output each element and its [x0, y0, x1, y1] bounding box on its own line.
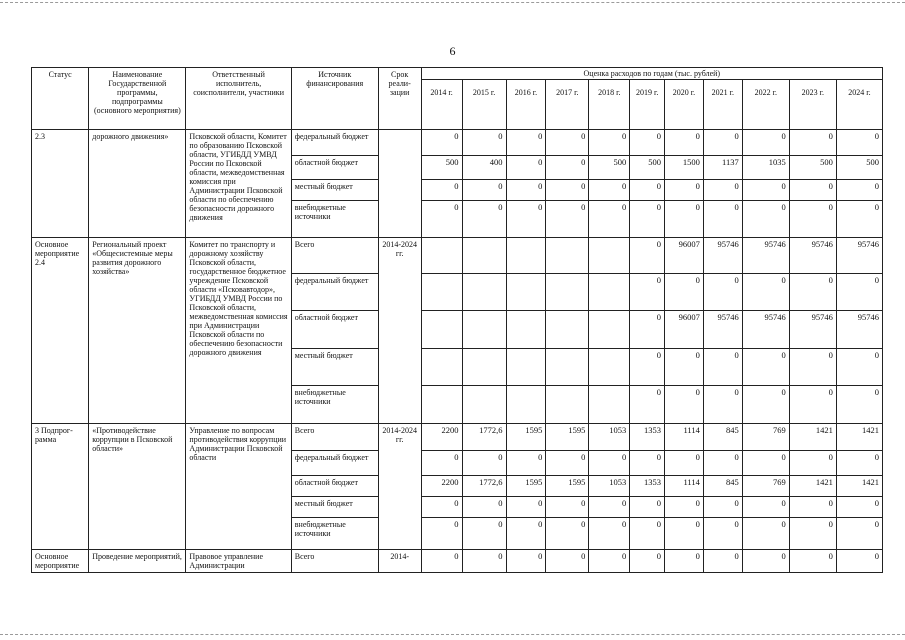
value-cell: 1421 — [789, 476, 836, 497]
value-cell: 0 — [742, 386, 789, 424]
value-cell: 0 — [703, 274, 742, 311]
header-year: 2020 г. — [665, 80, 704, 130]
value-cell: 0 — [789, 386, 836, 424]
value-cell: 0 — [836, 451, 882, 476]
value-cell: 0 — [789, 497, 836, 518]
status-cell: Основное мероприятие 2.4 — [32, 238, 89, 424]
status-cell: 2.3 — [32, 130, 89, 238]
value-cell — [421, 274, 462, 311]
value-cell: 0 — [836, 497, 882, 518]
table-body — [32, 130, 883, 573]
value-cell: 0 — [546, 451, 589, 476]
value-cell: 0 — [703, 518, 742, 550]
executor-cell: Псковской области, Комитет по образованию Псковской области, УГИБДД УМВД России по Псковской области, межведомственная комиссия при Администрации Псковской области по обеспечению безопасности дорожного движения — [186, 130, 291, 238]
header-year: 2014 г. — [421, 80, 462, 130]
table-header — [32, 68, 883, 130]
value-cell: 0 — [506, 180, 546, 201]
source-cell: местный бюджет — [291, 180, 378, 201]
value-cell: 0 — [789, 130, 836, 156]
source-cell: внебюджетные источники — [291, 386, 378, 424]
value-cell: 0 — [462, 130, 506, 156]
page-number: 6 — [449, 44, 456, 58]
value-cell: 845 — [703, 424, 742, 451]
source-cell: Всего — [291, 424, 378, 451]
budget-table — [31, 67, 883, 573]
value-cell: 95746 — [789, 311, 836, 349]
value-cell: 0 — [742, 180, 789, 201]
value-cell: 0 — [665, 349, 704, 386]
value-cell: 0 — [506, 518, 546, 550]
value-cell: 1137 — [703, 156, 742, 180]
status-cell: Основное мероприятие — [32, 550, 89, 573]
header-year: 2019 г. — [630, 80, 665, 130]
value-cell — [546, 311, 589, 349]
value-cell: 0 — [630, 130, 665, 156]
value-cell: 0 — [546, 180, 589, 201]
value-cell: 0 — [836, 274, 882, 311]
header-year: 2023 г. — [789, 80, 836, 130]
value-cell: 0 — [789, 550, 836, 573]
value-cell — [589, 349, 630, 386]
value-cell: 0 — [703, 201, 742, 238]
header-year: 2024 г. — [836, 80, 882, 130]
value-cell: 500 — [589, 156, 630, 180]
value-cell: 0 — [630, 201, 665, 238]
value-cell: 1421 — [836, 476, 882, 497]
value-cell: 1595 — [546, 424, 589, 451]
value-cell: 0 — [789, 349, 836, 386]
value-cell: 0 — [789, 180, 836, 201]
value-cell: 0 — [546, 497, 589, 518]
value-cell: 0 — [589, 180, 630, 201]
term-cell — [378, 130, 421, 238]
value-cell: 400 — [462, 156, 506, 180]
value-cell — [421, 386, 462, 424]
name-cell: Проведение мероприятий, — [89, 550, 186, 573]
value-cell — [546, 349, 589, 386]
value-cell — [506, 386, 546, 424]
value-cell — [462, 349, 506, 386]
value-cell: 1772,6 — [462, 424, 506, 451]
table-row — [32, 550, 883, 573]
value-cell — [546, 274, 589, 311]
value-cell: 0 — [462, 180, 506, 201]
value-cell: 1353 — [630, 476, 665, 497]
value-cell: 0 — [462, 497, 506, 518]
value-cell: 0 — [630, 349, 665, 386]
status-cell: 3 Подпрог-рамма — [32, 424, 89, 550]
value-cell: 95746 — [836, 311, 882, 349]
value-cell: 0 — [703, 130, 742, 156]
value-cell — [589, 311, 630, 349]
value-cell: 0 — [665, 518, 704, 550]
value-cell: 0 — [630, 311, 665, 349]
value-cell: 1114 — [665, 476, 704, 497]
source-cell: внебюджетные источники — [291, 518, 378, 550]
value-cell: 0 — [742, 497, 789, 518]
source-cell: Всего — [291, 550, 378, 573]
value-cell: 0 — [421, 201, 462, 238]
value-cell: 1053 — [589, 476, 630, 497]
value-cell: 0 — [742, 201, 789, 238]
value-cell: 0 — [630, 497, 665, 518]
value-cell: 0 — [836, 550, 882, 573]
value-cell: 1772,6 — [462, 476, 506, 497]
value-cell: 0 — [665, 130, 704, 156]
value-cell — [546, 238, 589, 274]
value-cell: 0 — [462, 518, 506, 550]
value-cell: 1035 — [742, 156, 789, 180]
value-cell: 1353 — [630, 424, 665, 451]
value-cell: 0 — [742, 550, 789, 573]
value-cell: 0 — [506, 497, 546, 518]
value-cell: 0 — [742, 130, 789, 156]
value-cell: 0 — [589, 518, 630, 550]
source-cell: областной бюджет — [291, 156, 378, 180]
value-cell — [421, 311, 462, 349]
value-cell: 2200 — [421, 424, 462, 451]
value-cell: 0 — [421, 180, 462, 201]
header-year: 2017 г. — [546, 80, 589, 130]
value-cell: 0 — [589, 201, 630, 238]
source-cell: местный бюджет — [291, 497, 378, 518]
value-cell: 95746 — [789, 238, 836, 274]
value-cell: 0 — [546, 201, 589, 238]
value-cell: 0 — [589, 550, 630, 573]
value-cell: 0 — [789, 518, 836, 550]
header-status: Статус — [32, 68, 89, 130]
header-year: 2022 г. — [742, 80, 789, 130]
value-cell: 1421 — [789, 424, 836, 451]
source-cell: местный бюджет — [291, 349, 378, 386]
value-cell: 0 — [703, 180, 742, 201]
scan-edge-top — [0, 2, 905, 4]
term-cell: 2014- — [378, 550, 421, 573]
value-cell: 0 — [665, 451, 704, 476]
value-cell: 95746 — [742, 238, 789, 274]
source-cell: федеральный бюджет — [291, 274, 378, 311]
value-cell: 0 — [506, 201, 546, 238]
term-cell: 2014-2024 гг. — [378, 424, 421, 550]
value-cell: 95746 — [703, 238, 742, 274]
value-cell: 0 — [665, 497, 704, 518]
value-cell: 0 — [742, 349, 789, 386]
executor-cell: Правовое управление Администрации — [186, 550, 291, 573]
value-cell: 95746 — [742, 311, 789, 349]
value-cell: 500 — [836, 156, 882, 180]
source-cell: Всего — [291, 238, 378, 274]
value-cell: 0 — [742, 518, 789, 550]
name-cell: «Противодействие коррупции в Псковской области» — [89, 424, 186, 550]
source-cell: внебюджетные источники — [291, 201, 378, 238]
value-cell: 500 — [630, 156, 665, 180]
value-cell: 0 — [462, 451, 506, 476]
value-cell: 95746 — [703, 311, 742, 349]
name-cell: дорожного движения» — [89, 130, 186, 238]
value-cell: 0 — [462, 550, 506, 573]
value-cell: 0 — [630, 238, 665, 274]
header-year: 2021 г. — [703, 80, 742, 130]
value-cell: 0 — [421, 550, 462, 573]
source-cell: областной бюджет — [291, 476, 378, 497]
value-cell — [589, 386, 630, 424]
value-cell: 1500 — [665, 156, 704, 180]
value-cell: 0 — [665, 274, 704, 311]
header-source: Источник финансирования — [291, 68, 378, 130]
value-cell: 1595 — [546, 476, 589, 497]
value-cell — [462, 311, 506, 349]
value-cell: 0 — [546, 550, 589, 573]
executor-cell: Управление по вопросам противодействия коррупции Администрации Псковской области — [186, 424, 291, 550]
value-cell: 845 — [703, 476, 742, 497]
value-cell: 2200 — [421, 476, 462, 497]
value-cell: 0 — [630, 386, 665, 424]
value-cell: 0 — [836, 518, 882, 550]
value-cell: 0 — [506, 130, 546, 156]
value-cell: 1595 — [506, 424, 546, 451]
value-cell: 0 — [665, 201, 704, 238]
value-cell: 0 — [789, 201, 836, 238]
header-year: 2015 г. — [462, 80, 506, 130]
header-year: 2018 г. — [589, 80, 630, 130]
value-cell: 0 — [589, 497, 630, 518]
source-cell: федеральный бюджет — [291, 130, 378, 156]
value-cell — [462, 238, 506, 274]
header-term: Срок реали-зации — [378, 68, 421, 130]
value-cell: 0 — [421, 451, 462, 476]
value-cell — [546, 386, 589, 424]
value-cell: 0 — [703, 386, 742, 424]
value-cell: 0 — [742, 451, 789, 476]
value-cell — [462, 386, 506, 424]
value-cell: 0 — [665, 386, 704, 424]
value-cell — [589, 238, 630, 274]
value-cell: 0 — [789, 274, 836, 311]
value-cell: 769 — [742, 424, 789, 451]
value-cell: 0 — [703, 550, 742, 573]
value-cell: 0 — [506, 156, 546, 180]
value-cell: 0 — [630, 180, 665, 201]
value-cell: 0 — [589, 130, 630, 156]
value-cell: 769 — [742, 476, 789, 497]
value-cell: 0 — [836, 386, 882, 424]
value-cell: 500 — [421, 156, 462, 180]
source-cell: федеральный бюджет — [291, 451, 378, 476]
table-row — [32, 238, 883, 274]
value-cell — [506, 274, 546, 311]
value-cell: 1053 — [589, 424, 630, 451]
value-cell: 1595 — [506, 476, 546, 497]
value-cell: 0 — [665, 180, 704, 201]
value-cell: 0 — [546, 518, 589, 550]
value-cell — [506, 311, 546, 349]
executor-cell: Комитет по транспорту и дорожному хозяйству Псковской области, государственное бюджетное учреждение Псковской области «Псковавтодор», УГИБДД УМВД России по Псковской области, межведомственная комиссия при Администрации Псковской области по обеспечению безопасности дорожного движения — [186, 238, 291, 424]
value-cell: 0 — [421, 518, 462, 550]
value-cell: 0 — [630, 550, 665, 573]
value-cell: 0 — [589, 451, 630, 476]
value-cell — [506, 349, 546, 386]
value-cell: 0 — [630, 451, 665, 476]
header-name: Наименование Государственной программы, подпрограммы (основного мероприятия) — [89, 68, 186, 130]
value-cell: 0 — [789, 451, 836, 476]
value-cell: 1421 — [836, 424, 882, 451]
value-cell: 0 — [703, 349, 742, 386]
value-cell: 95746 — [836, 238, 882, 274]
value-cell — [589, 274, 630, 311]
value-cell: 0 — [462, 201, 506, 238]
header-costs: Оценка расходов по годам (тыс. рублей) — [421, 68, 882, 80]
header-executor: Ответственный исполнитель, соисполнители, участники — [186, 68, 291, 130]
value-cell: 0 — [546, 130, 589, 156]
value-cell: 0 — [665, 550, 704, 573]
value-cell: 0 — [703, 451, 742, 476]
name-cell: Региональный проект «Общесистемные меры развития дорожного хозяйства» — [89, 238, 186, 424]
term-cell: 2014-2024 гг. — [378, 238, 421, 424]
value-cell — [421, 349, 462, 386]
value-cell: 0 — [546, 156, 589, 180]
value-cell: 1114 — [665, 424, 704, 451]
value-cell: 0 — [703, 497, 742, 518]
value-cell: 0 — [836, 180, 882, 201]
value-cell: 0 — [836, 349, 882, 386]
value-cell: 96007 — [665, 238, 704, 274]
value-cell: 0 — [630, 518, 665, 550]
value-cell: 0 — [742, 274, 789, 311]
scan-edge-bottom — [0, 634, 905, 636]
value-cell: 500 — [789, 156, 836, 180]
value-cell: 96007 — [665, 311, 704, 349]
value-cell — [506, 238, 546, 274]
value-cell: 0 — [506, 451, 546, 476]
value-cell: 0 — [836, 130, 882, 156]
value-cell — [462, 274, 506, 311]
value-cell: 0 — [421, 130, 462, 156]
table-row — [32, 130, 883, 156]
source-cell: областной бюджет — [291, 311, 378, 349]
value-cell: 0 — [506, 550, 546, 573]
value-cell: 0 — [836, 201, 882, 238]
value-cell: 0 — [630, 274, 665, 311]
header-year: 2016 г. — [506, 80, 546, 130]
value-cell: 0 — [421, 497, 462, 518]
table-row — [32, 424, 883, 451]
value-cell — [421, 238, 462, 274]
